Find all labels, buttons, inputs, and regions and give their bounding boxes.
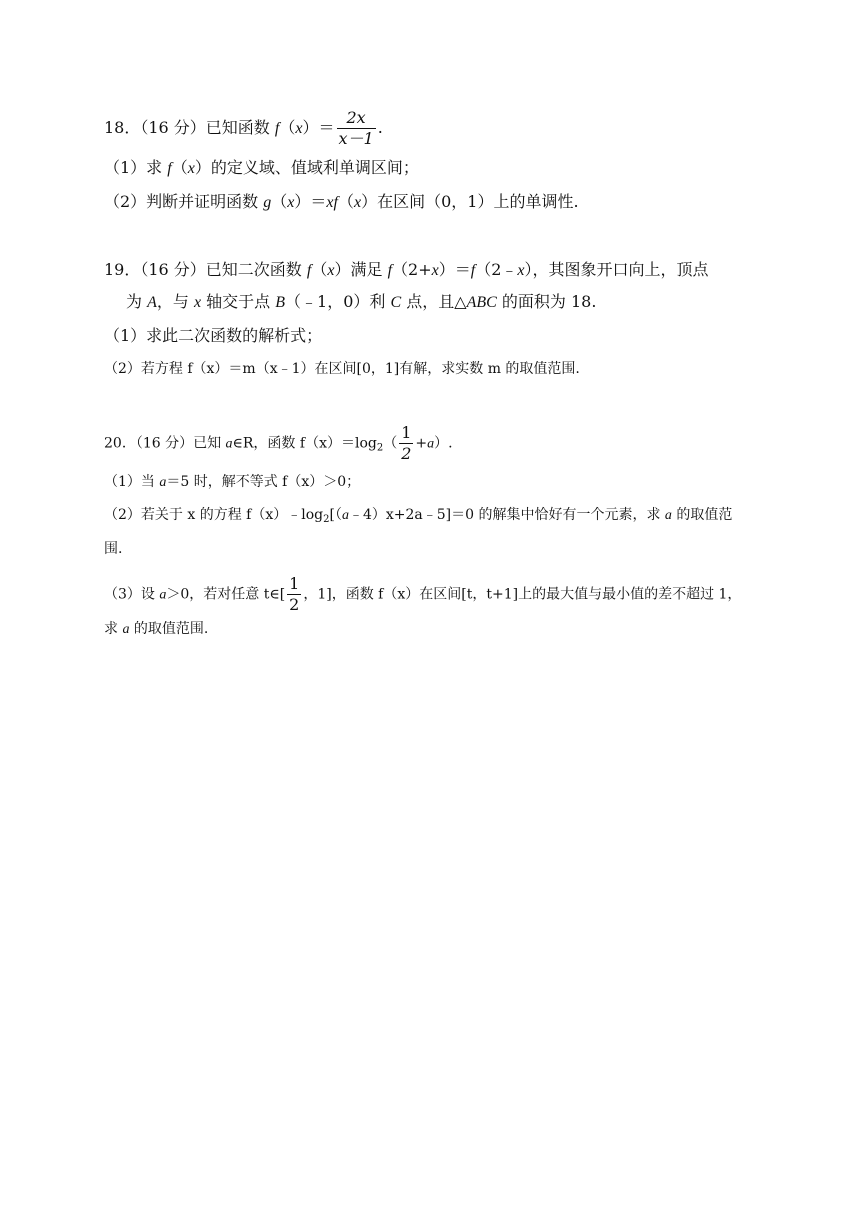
text: ，与 (156, 292, 194, 311)
var-A: A (147, 294, 157, 311)
var-a: a (225, 436, 233, 452)
var-x: x (327, 262, 335, 279)
text: 轴交于点 (201, 292, 276, 311)
var-f: f (387, 262, 393, 279)
q20-part3-fraction (287, 576, 301, 613)
fraction-denominator: 2 (289, 595, 300, 614)
text: ＞0，若对任意 t∈[ (166, 586, 286, 603)
text: + (415, 435, 428, 452)
text: ∈R，函数 f（x）＝log (232, 435, 377, 452)
q19-header-line2 (126, 294, 596, 311)
fraction-numerator: 1 (401, 423, 412, 442)
var-x: x (287, 194, 295, 211)
q18-fraction (337, 110, 376, 147)
var-ABC: ABC (466, 294, 497, 311)
q19-part2: （2）若方程 f（x）＝m（x﹣1）在区间[0，1]有解，求实数 m 的取值范围. (104, 361, 580, 377)
var-x: x (193, 294, 202, 311)
var-a: a (159, 475, 167, 490)
var-x: x (431, 262, 439, 279)
text: [（ (329, 507, 342, 523)
var-f: f (167, 160, 172, 177)
text: 的面积为 18. (496, 292, 597, 311)
var-a: a (427, 436, 435, 452)
text: ）＝ (438, 260, 471, 279)
var-a: a (664, 508, 672, 523)
text: （2）若关于 x 的方程 f（x）﹣log (104, 507, 324, 523)
var-x: x (517, 262, 525, 279)
log-base: 2 (323, 514, 330, 525)
text: 的取值范 (671, 507, 733, 523)
text: ）＝ (294, 192, 327, 211)
text: ）满足 (334, 260, 388, 279)
text: （3）设 (104, 586, 160, 603)
q20-header (104, 425, 453, 462)
q20-fraction (399, 425, 413, 462)
q18-number-text: 18．（16 分）已知函数 (104, 118, 275, 137)
var-g: g (263, 194, 272, 211)
q18-part1 (104, 160, 419, 177)
text: （2﹣ (475, 260, 518, 279)
q20-part2 (104, 508, 732, 523)
var-x: x (295, 120, 303, 137)
text: （ (171, 158, 188, 177)
var-xf: xf (326, 194, 338, 211)
paren: （ (279, 118, 296, 137)
text: （ (337, 192, 354, 211)
text: 点，且△ (401, 292, 467, 311)
text: （ (311, 260, 328, 279)
var-x: x (187, 160, 195, 177)
q18-part2 (104, 194, 579, 211)
var-f: f (306, 262, 312, 279)
log-base: 2 (376, 442, 384, 454)
text: ），其图象开口向上，顶点 (524, 260, 709, 279)
text: （2+ (392, 260, 432, 279)
var-B: B (275, 294, 286, 311)
text: 求 (104, 621, 123, 637)
text: （2）判断并证明函数 (104, 192, 264, 211)
q19-header-line1 (104, 262, 709, 279)
equals-text: ）＝ (302, 118, 335, 137)
text: ，1]，函数 f（x）在区间[t，t+1]上的最大值与最小值的差不超过 1， (303, 586, 742, 603)
var-x: x (353, 194, 362, 211)
text: 为 (126, 292, 148, 311)
var-a: a (341, 508, 349, 523)
q20-part1 (104, 475, 360, 490)
text: 的取值范围. (129, 621, 209, 637)
text: ＝5 时，解不等式 f（x）＞0； (166, 474, 361, 490)
fraction-denominator: x－1 (338, 129, 374, 148)
text: ）的定义域、值域利单调区间； (194, 158, 419, 177)
q20-part3-continued (104, 622, 208, 637)
text: ）. (434, 435, 453, 452)
var-C: C (390, 294, 402, 311)
var-a: a (122, 622, 130, 637)
fraction-numerator: 2x (337, 110, 376, 129)
text: （ (383, 435, 398, 452)
q19-part1: （1）求此二次函数的解析式； (104, 326, 323, 345)
text: （1）求 (104, 158, 168, 177)
fraction-denominator: 2 (401, 444, 412, 463)
text: （1）当 (104, 474, 160, 490)
period: . (377, 118, 383, 137)
var-f: f (274, 120, 280, 137)
text: （﹣1，0）利 (285, 292, 391, 311)
q20-number-text: 20．（16 分）已知 (104, 435, 226, 452)
q20-part2-continued: 围. (104, 541, 123, 557)
q18-header (104, 110, 383, 147)
var-a: a (159, 587, 167, 603)
text: ）在区间（0，1）上的单调性. (361, 192, 579, 211)
var-f: f (470, 262, 476, 279)
q20-part3 (104, 576, 741, 613)
text: （ (271, 192, 288, 211)
q19-number-text: 19．（16 分）已知二次函数 (104, 260, 307, 279)
fraction-numerator: 1 (289, 574, 300, 593)
text: ﹣4）x+2a﹣5]＝0 的解集中恰好有一个元素，求 (348, 507, 665, 523)
